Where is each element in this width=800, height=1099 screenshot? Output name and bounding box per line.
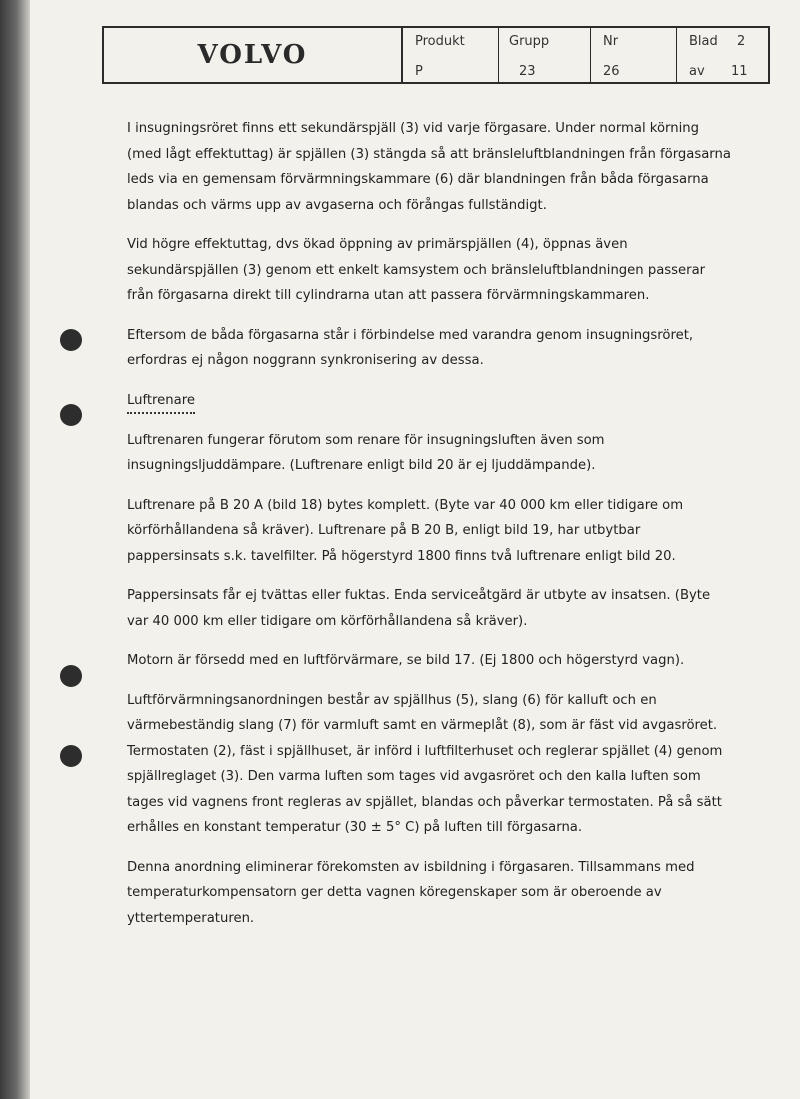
produkt-label: Produkt: [415, 34, 465, 49]
paragraph: I insugningsröret finns ett sekundärspjäll (3) vid varje förgasare. Under normal körning (med lågt effektuttag) är spjällen (3) stängda så att bränsleluftblandningen från förgasarna leds via en gemensam förvärmningskammare (6) där blandningen från båda förgasarna blandas och värms upp av avgaserna och förångas fullständigt.: [127, 121, 731, 213]
document-body: [127, 116, 733, 945]
paragraph: Denna anordning eliminerar förekomsten av isbildning i förgasaren. Tillsammans med temperaturkompensatorn ger detta vagnen köregenskaper som är oberoende av yttertemperaturen.: [127, 859, 695, 926]
document-header: [102, 26, 770, 84]
paragraph: Luftrenaren fungerar förutom som renare för insugningsluften även som insugningsljuddämpare. (Luftrenare enligt bild 20 är ej ljuddämpande).: [127, 432, 605, 473]
av-label: av: [689, 64, 705, 79]
blad-label: Blad: [689, 34, 718, 49]
logo-cell: [104, 28, 403, 82]
produkt-cell: [403, 28, 499, 82]
paragraph: Pappersinsats får ej tvättas eller fuktas. Enda serviceåtgärd är utbyte av insatsen. (Byte var 40 000 km eller tidigare om körförhållandena så kräver).: [127, 588, 711, 629]
scan-edge: [0, 0, 30, 1099]
grupp-cell: [499, 28, 591, 82]
paragraph: Vid högre effektuttag, dvs ökad öppning av primärspjällen (4), öppnas även sekundärspjällen (3) genom ett enkelt kamsystem och bränsleluftblandningen passerar från förgasarna direkt till cylindrarna utan att passera förvärmningskammaren.: [127, 237, 706, 303]
section-heading: Luftrenare: [127, 391, 195, 414]
punch-hole: [60, 329, 82, 351]
punch-hole: [60, 665, 82, 687]
grupp-value: 23: [519, 64, 536, 79]
punch-hole: [60, 404, 82, 426]
grupp-label: Grupp: [509, 34, 550, 49]
produkt-value: P: [415, 64, 423, 79]
blad-value: 2: [737, 34, 746, 49]
nr-cell: [591, 28, 677, 82]
paragraph: Luftförvärmningsanordningen består av spjällhus (5), slang (6) för kalluft och en värmebeständig slang (7) för varmluft samt en värmeplåt (8), som är fäst vid avgasröret. Termostaten (2), fäst i spjällhuset, är införd i luftfilterhuset och reglerar spjället (4) genom spjällreglaget (3). Den varma luften som tages vid avgasröret och den kalla luften som tages vid vagnens front regleras av spjället, blandas och påverkar termostaten. På så sätt erhålles en konstant temperatur (30 ± 5° C) på luften till förgasarna.: [127, 692, 723, 835]
paragraph: Luftrenare på B 20 A (bild 18) bytes komplett. (Byte var 40 000 km eller tidigare om körförhållandena så kräver). Luftrenare på B 20 B, enligt bild 19, har utbytbar pappersinsats s.k. tavelfilter. På högerstyrd 1800 finns två luftrenare enligt bild 20.: [127, 497, 684, 564]
nr-value: 26: [603, 64, 620, 79]
paragraph: Motorn är försedd med en luftförvärmare, se bild 17. (Ej 1800 och högerstyrd vagn).: [127, 653, 685, 668]
blad-cell: [677, 28, 768, 82]
volvo-logo: VOLVO: [197, 40, 308, 70]
nr-label: Nr: [603, 34, 619, 49]
paragraph: Eftersom de båda förgasarna står i förbindelse med varandra genom insugningsröret, erfordras ej någon noggrann synkronisering av dessa.: [127, 327, 694, 368]
av-value: 11: [731, 64, 748, 79]
punch-hole: [60, 745, 82, 767]
